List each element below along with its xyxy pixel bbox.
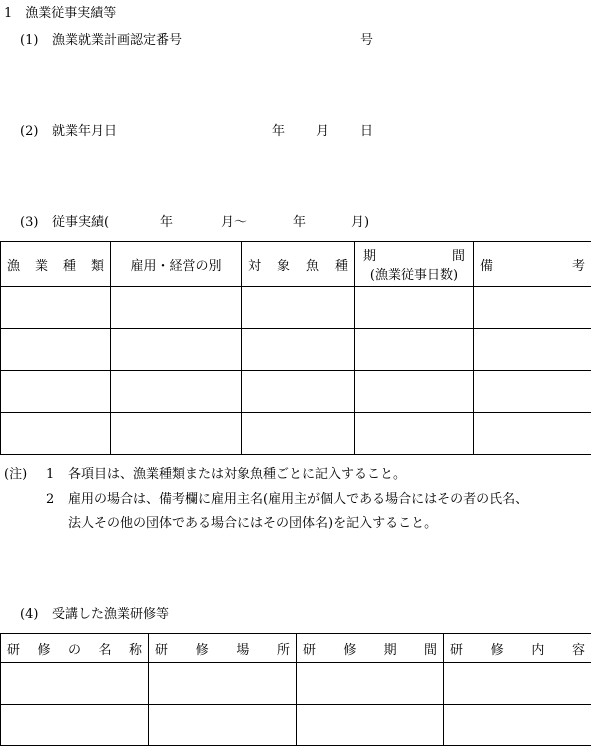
- table-cell[interactable]: [111, 371, 242, 413]
- header-period-days: (漁業従事日数): [369, 268, 459, 283]
- table-cell[interactable]: [355, 287, 474, 329]
- table-cell[interactable]: [355, 413, 474, 455]
- notes-label: (注): [4, 467, 28, 482]
- table-cell[interactable]: [474, 371, 591, 413]
- work-record-table: [0, 241, 591, 455]
- table-cell[interactable]: [1, 705, 149, 746]
- item2-month: 月: [316, 124, 330, 139]
- table-header-row: [1, 242, 591, 287]
- item2-label: 就業年月日: [52, 124, 118, 139]
- note2-text-line2: 法人その他の団体である場合にはその団体名)を記入すること。: [68, 516, 438, 531]
- item3-number: (3): [20, 215, 39, 230]
- item4-number: (4): [20, 607, 39, 622]
- table-cell[interactable]: [149, 663, 297, 705]
- header-remarks: 備 考: [474, 242, 591, 287]
- table-cell[interactable]: [474, 329, 591, 371]
- table-cell[interactable]: [1, 287, 111, 329]
- table-cell[interactable]: [474, 287, 591, 329]
- table-cell[interactable]: [297, 663, 444, 705]
- table-cell[interactable]: [242, 329, 355, 371]
- table-cell[interactable]: [111, 413, 242, 455]
- item1-number: (1): [20, 33, 39, 48]
- table-cell[interactable]: [444, 705, 591, 746]
- table-cell[interactable]: [242, 371, 355, 413]
- table-cell[interactable]: [111, 287, 242, 329]
- training-table: [0, 633, 591, 746]
- header-period: 期 間 (漁業従事日数): [355, 242, 474, 287]
- table-cell[interactable]: [242, 287, 355, 329]
- header-training-period: 研 修 期 間: [297, 634, 444, 663]
- table-row: [1, 287, 591, 329]
- item3-month-end: 月): [351, 215, 370, 230]
- header-training-name: 研 修 の 名 称: [1, 634, 149, 663]
- item1-suffix: 号: [360, 33, 374, 48]
- item3-year-start: 年: [160, 215, 174, 230]
- table-cell[interactable]: [297, 705, 444, 746]
- item2-year: 年: [272, 124, 286, 139]
- table-cell[interactable]: [149, 705, 297, 746]
- table-cell[interactable]: [1, 371, 111, 413]
- table-header-row: [1, 634, 591, 663]
- header-employment-type: 雇用・経営の別: [111, 242, 242, 287]
- item4-label: 受講した漁業研修等: [52, 607, 170, 622]
- table-cell[interactable]: [355, 371, 474, 413]
- table-cell[interactable]: [1, 663, 149, 705]
- table-row: [1, 413, 591, 455]
- table-row: [1, 705, 591, 746]
- item2-number: (2): [20, 124, 39, 139]
- table-cell[interactable]: [242, 413, 355, 455]
- item3-label: 従事実績(: [52, 215, 110, 230]
- note1-number: 1: [46, 467, 55, 482]
- table-cell[interactable]: [1, 413, 111, 455]
- table-row: [1, 329, 591, 371]
- item2-day: 日: [360, 124, 374, 139]
- item3-month-start: 月〜: [221, 215, 248, 230]
- header-training-content: 研 修 内 容: [444, 634, 591, 663]
- section-heading: 1 漁業従事実績等: [4, 6, 117, 21]
- table-cell[interactable]: [355, 329, 474, 371]
- header-fishery-type: 漁 業 種 類: [1, 242, 111, 287]
- note2-number: 2: [46, 492, 55, 507]
- note1-text: 各項目は、漁業種類または対象魚種ごとに記入すること。: [68, 467, 407, 482]
- header-training-location: 研 修 場 所: [149, 634, 297, 663]
- item3-year-end: 年: [293, 215, 307, 230]
- table-cell[interactable]: [111, 329, 242, 371]
- table-cell[interactable]: [444, 663, 591, 705]
- header-target-species: 対 象 魚 種: [242, 242, 355, 287]
- item1-label: 漁業就業計画認定番号: [52, 33, 183, 48]
- table-row: [1, 663, 591, 705]
- table-cell[interactable]: [474, 413, 591, 455]
- table-row: [1, 371, 591, 413]
- table-cell[interactable]: [1, 329, 111, 371]
- note2-text-line1: 雇用の場合は、備考欄に雇用主名(雇用主が個人である場合にはその者の氏名、: [68, 492, 529, 507]
